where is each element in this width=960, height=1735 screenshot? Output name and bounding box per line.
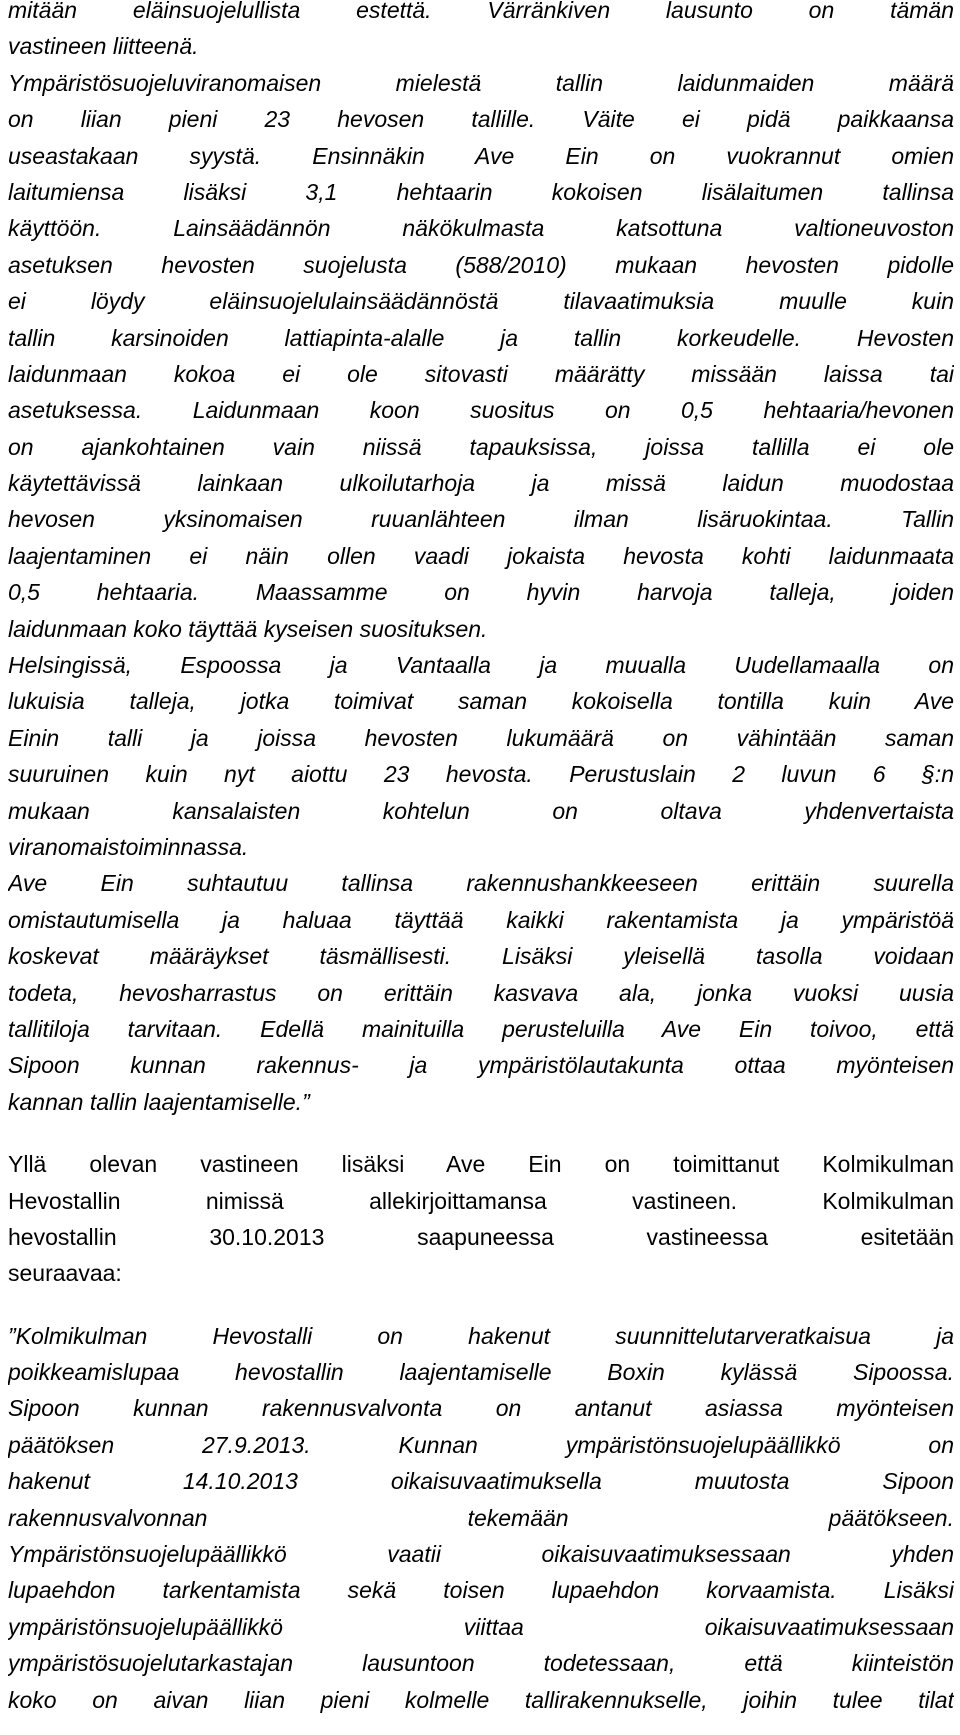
- text-line: koskevat määräykset täsmällisesti. Lisäksi yleisellä tasolla voidaan: [8, 943, 954, 970]
- text-line: ympäristönsuojelupäällikkö viittaa oikaisuvaatimuksessaan: [8, 1613, 954, 1640]
- text-line: päätöksen 27.9.2013. Kunnan ympäristönsuojelupäällikkö on: [8, 1431, 954, 1458]
- text-line: laidunmaan kokoa ei ole sitovasti määrätty missään laissa tai: [8, 360, 954, 387]
- document-page: [8, 0, 954, 1718]
- text-line: on ajankohtainen vain niissä tapauksissa, joissa tallilla ei ole: [8, 433, 954, 460]
- paragraph-spacer: [8, 1120, 954, 1146]
- text-line: vastineen liitteenä.: [8, 33, 199, 60]
- text-line: ympäristösuojelutarkastajan lausuntoon todetessaan, että kiinteistön: [8, 1650, 954, 1677]
- paragraph-6: [8, 1318, 954, 1718]
- text-line: laidunmaan koko täyttää kyseisen suosituksen.: [8, 615, 488, 642]
- text-line: seuraavaa:: [8, 1260, 122, 1287]
- text-line: Ympäristösuojeluviranomaisen mielestä tallin laidunmaiden määrä: [8, 69, 954, 96]
- text-line: hevosen yksinomaisen ruuanlähteen ilman lisäruokintaa. Tallin: [8, 506, 954, 533]
- text-line: Yllä olevan vastineen lisäksi Ave Ein on toimittanut Kolmikulman: [8, 1151, 954, 1178]
- text-line: poikkeamislupaa hevostallin laajentamiselle Boxin kylässä Sipoossa.: [8, 1359, 954, 1386]
- text-line: ei löydy eläinsuojelulainsäädännöstä tilavaatimuksia muulle kuin: [8, 288, 954, 315]
- paragraph-spacer: [8, 1292, 954, 1318]
- paragraph-5: [8, 1146, 954, 1292]
- text-line: Hevostallin nimissä allekirjoittamansa vastineen. Kolmikulman: [8, 1187, 954, 1214]
- paragraph-2: [8, 65, 954, 647]
- text-line: asetuksen hevosten suojelusta (588/2010) mukaan hevosten pidolle: [8, 251, 954, 278]
- text-line: käytettävissä lainkaan ulkoilutarhoja ja missä laidun muodostaa: [8, 470, 954, 497]
- text-line: hakenut 14.10.2013 oikaisuvaatimuksella muutosta Sipoon: [8, 1468, 954, 1495]
- text-line: omistautumisella ja haluaa täyttää kaikki rakentamista ja ympäristöä: [8, 906, 954, 933]
- text-line: Ympäristönsuojelupäällikkö vaatii oikaisuvaatimuksessaan yhden: [8, 1541, 954, 1568]
- text-line: on liian pieni 23 hevosen tallille. Väite ei pidä paikkaansa: [8, 106, 954, 133]
- text-line: laitumiensa lisäksi 3,1 hehtaarin kokoisen lisälaitumen tallinsa: [8, 178, 954, 205]
- text-line: Sipoon kunnan rakennus- ja ympäristölautakunta ottaa myönteisen: [8, 1052, 954, 1079]
- text-line: ”Kolmikulman Hevostalli on hakenut suunnittelutarveratkaisua ja: [8, 1322, 954, 1349]
- paragraph-1: [8, 0, 954, 65]
- text-line: rakennusvalvonnan tekemään päätökseen.: [8, 1504, 954, 1531]
- text-line: todeta, hevosharrastus on erittäin kasvava ala, jonka vuoksi uusia: [8, 979, 954, 1006]
- text-line: Ave Ein suhtautuu tallinsa rakennushankkeeseen erittäin suurella: [8, 870, 954, 897]
- text-line: viranomaistoiminnassa.: [8, 833, 249, 860]
- text-line: Sipoon kunnan rakennusvalvonta on antanut asiassa myönteisen: [8, 1395, 954, 1422]
- text-line: laajentaminen ei näin ollen vaadi jokaista hevosta kohti laidunmaata: [8, 542, 954, 569]
- text-line: lupaehdon tarkentamista sekä toisen lupaehdon korvaamista. Lisäksi: [8, 1577, 954, 1604]
- text-line: Einin talli ja joissa hevosten lukumäärä on vähintään saman: [8, 724, 954, 751]
- text-line: kannan tallin laajentamiselle.”: [8, 1088, 310, 1115]
- text-line: useastakaan syystä. Ensinnäkin Ave Ein on vuokrannut omien: [8, 142, 954, 169]
- text-line: käyttöön. Lainsäädännön näkökulmasta katsottuna valtioneuvoston: [8, 215, 954, 242]
- text-line: asetuksessa. Laidunmaan koon suositus on 0,5 hehtaaria/hevonen: [8, 397, 954, 424]
- text-line: suuruinen kuin nyt aiottu 23 hevosta. Perustuslain 2 luvun 6 §:n: [8, 761, 954, 788]
- paragraph-3: [8, 647, 954, 865]
- paragraph-4: [8, 865, 954, 1120]
- text-line: mukaan kansalaisten kohtelun on oltava yhdenvertaista: [8, 797, 954, 824]
- text-line: koko on aivan liian pieni kolmelle tallirakennukselle, joihin tulee tilat: [8, 1686, 954, 1713]
- text-line: 0,5 hehtaaria. Maassamme on hyvin harvoja talleja, joiden: [8, 579, 954, 606]
- text-line: Helsingissä, Espoossa ja Vantaalla ja muualla Uudellamaalla on: [8, 652, 954, 679]
- text-line: lukuisia talleja, jotka toimivat saman kokoisella tontilla kuin Ave: [8, 688, 954, 715]
- text-line: mitään eläinsuojelullista estettä. Värränkiven lausunto on tämän: [8, 0, 954, 23]
- text-line: tallitiloja tarvitaan. Edellä mainituilla perusteluilla Ave Ein toivoo, että: [8, 1015, 954, 1042]
- text-line: tallin karsinoiden lattiapinta-alalle ja tallin korkeudelle. Hevosten: [8, 324, 954, 351]
- text-line: hevostallin 30.10.2013 saapuneessa vastineessa esitetään: [8, 1223, 954, 1250]
